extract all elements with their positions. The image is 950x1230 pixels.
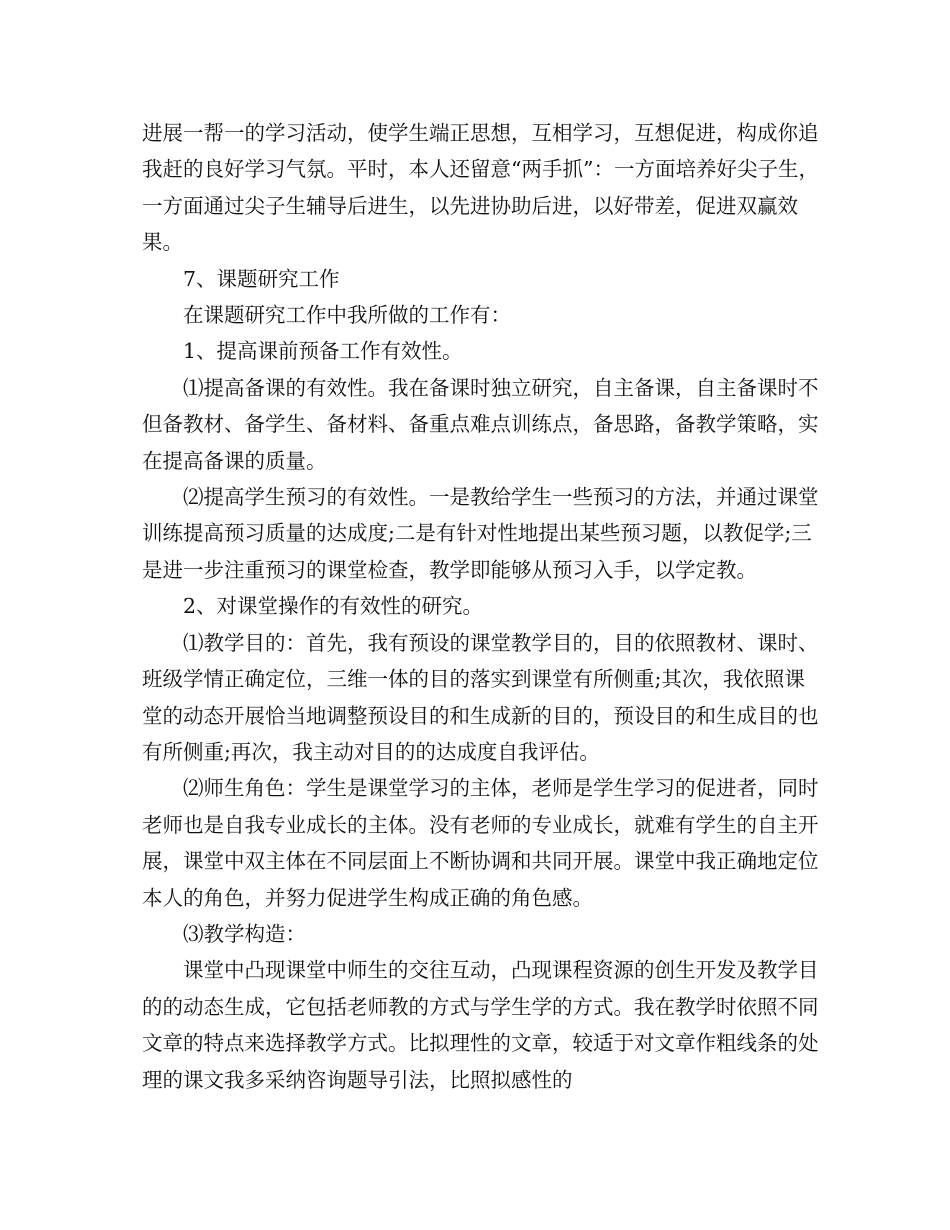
paragraph-lesson-prep: ⑴提高备课的有效性。我在备课时独立研究，自主备课，自主备课时不但备教材、备学生、备材料、备重点难点训练点，备思路，备教学策略，实在提高备课的质量。 xyxy=(142,375,819,473)
paragraph-structure: 课堂中凸现课堂中师生的交往互动，凸现课程资源的创生开发及教学目的的动态生成，它包括老师教的方式与学生学的方式。我在教学时依照不同文章的特点来选择教学方式。比拟理性的文章，较适于对文章作粗线条的处理的课文我多采纳咨询题导引法，比照拟感性的 xyxy=(142,958,819,1092)
subheading-1: 1、提高课前预备工作有效性。 xyxy=(183,339,463,364)
paragraph-intro: 在课题研究工作中我所做的工作有： xyxy=(183,303,511,328)
paragraph-1: 进展一帮一的学习活动，使学生端正思想，互相学习，互想促进，构成你追我赶的良好学习气氛。平时，本人还留意“两手抓”：一方面培养好尖子生，一方面通过尖子生辅导后进生，以先进协助后进，以好带差，促进双赢效果。 xyxy=(142,121,819,255)
paragraph-structure-heading: ⑶教学构造： xyxy=(183,921,306,946)
paragraph-roles: ⑵师生角色：学生是课堂学习的主体，老师是学生学习的促进者，同时老师也是自我专业成长的主体。没有老师的专业成长，就难有学生的自主开展，课堂中双主体在不同层面上不断协调和共同开展。课堂中我正确地定位本人的角色，并努力促进学生构成正确的角色感。 xyxy=(142,776,819,910)
paragraph-preview: ⑵提高学生预习的有效性。一是教给学生一些预习的方法，并通过课堂训练提高预习质量的达成度;二是有针对性地提出某些预习题，以教促学;三是进一步注重预习的课堂检查，教学即能够从预习入手，以学定教。 xyxy=(142,485,819,582)
document-body xyxy=(142,115,822,1098)
section-heading-research: 7、课题研究工作 xyxy=(183,266,340,291)
paragraph-teaching-goals: ⑴教学目的：首先，我有预设的课堂教学目的，目的依照教材、课时、班级学情正确定位，三维一体的目的落实到课堂有所侧重;其次，我依照课堂的动态开展恰当地调整预设目的和生成新的目的，预设目的和生成目的也有所侧重;再次，我主动对目的的达成度自我评估。 xyxy=(142,630,819,764)
subheading-2: 2、对课堂操作的有效性的研究。 xyxy=(183,594,484,619)
